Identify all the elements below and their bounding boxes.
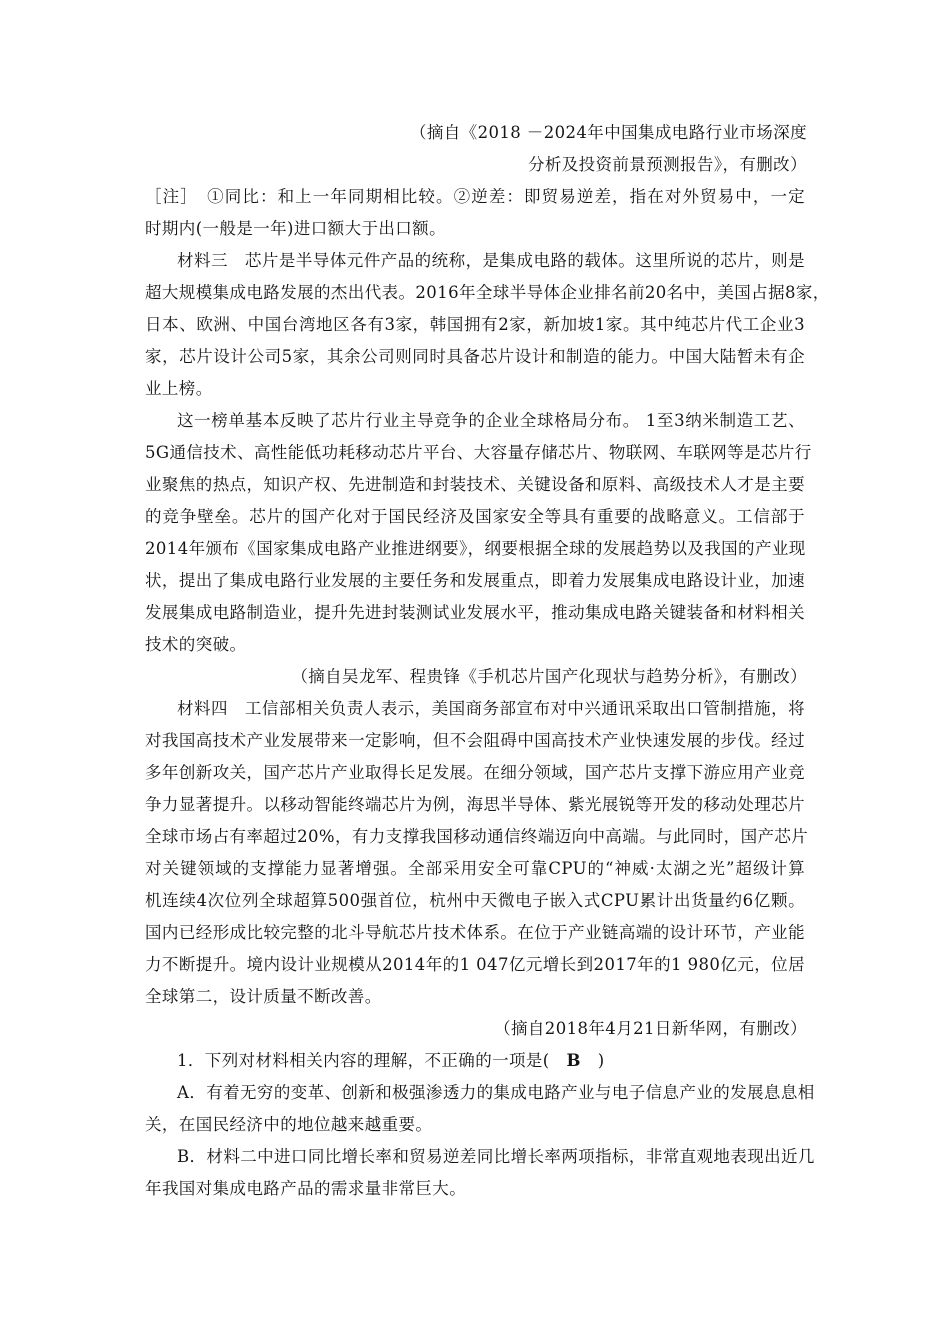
note-line-1: ［注］ ①同比：和上一年同期相比较。②逆差：即贸易逆差，指在对外贸易中，一定 — [145, 187, 805, 206]
question-1-paren-close: ) — [580, 1051, 605, 1070]
option-b-line-1: B．材料二中进口同比增长率和贸易逆差同比增长率两项指标，非常直观地表现出近几 — [177, 1147, 815, 1166]
material-3-paragraph-2-line: 这一榜单基本反映了芯片行业主导竞争的企业全球格局分布。 1至3纳米制造工艺、 — [177, 411, 805, 430]
material-3-paragraph-2-line: 的竞争壁垒。芯片的国产化对于国民经济及国家安全等具有重要的战略意义。工信部于 — [145, 507, 805, 526]
material-4-line: 材料四 工信部相关负责人表示，美国商务部宣布对中兴通讯采取出口管制措施，将 — [177, 699, 805, 718]
material-3-paragraph-2-line: 2014年颁布《国家集成电路产业推进纲要》，纲要根据全球的发展趋势以及我国的产业现 — [145, 539, 806, 558]
material-3-line: 日本、欧洲、中国台湾地区各有3家，韩国拥有2家，新加坡1家。其中纯芯片代工企业3 — [145, 315, 805, 334]
option-a-line-1: A．有着无穷的变革、创新和极强渗透力的集成电路产业与电子信息产业的发展息息相 — [177, 1083, 815, 1102]
material-3-paragraph-2-line: 状，提出了集成电路行业发展的主要任务和发展重点，即着力发展集成电路设计业，加速 — [145, 571, 805, 590]
material-4-line: 对关键领域的支撑能力显著增强。全部采用安全可靠CPU的“神威·太湖之光”超级计算 — [145, 859, 805, 878]
material-3-paragraph-2-line: 5G通信技术、高性能低功耗移动芯片平台、大容量存储芯片、物联网、车联网等是芯片行 — [145, 443, 812, 462]
material-3-paragraph-2-line: 技术的突破。 — [145, 635, 247, 654]
material-4-line: 多年创新攻关，国产芯片产业取得长足发展。在细分领域，国产芯片支撑下游应用产业竞 — [145, 763, 805, 782]
material-4-line: 力不断提升。境内设计业规模从2014年的1 047亿元增长到2017年的1 980亿元，位居 — [145, 955, 805, 974]
material-3-line: 家，芯片设计公司5家，其余公司则同时具备芯片设计和制造的能力。中国大陆暂未有企 — [145, 347, 805, 366]
source-citation-line-1: （摘自《2018 －2024年中国集成电路行业市场深度 — [409, 123, 807, 142]
question-1-stem — [177, 1051, 805, 1071]
material-4-line: 国内已经形成比较完整的北斗导航芯片技术体系。在位于产业链高端的设计环节，产业能 — [145, 923, 805, 942]
material-4-line: 全球市场占有率超过20%，有力支撑我国移动通信终端迈向中高端。与此同时，国产芯片 — [145, 827, 809, 846]
question-1-text: 1．下列对材料相关内容的理解，不正确的一项是( — [177, 1051, 567, 1070]
material-4-line: 对我国高技术产业发展带来一定影响，但不会阻碍中国高技术产业快速发展的步伐。经过 — [145, 731, 805, 750]
source-citation-line-2: 分析及投资前景预测报告》，有删改） — [527, 155, 807, 174]
source-citation-material-4: （摘自2018年4月21日新华网，有删改） — [494, 1019, 807, 1038]
note-line-2: 时期内(一般是一年)进口额大于出口额。 — [145, 219, 446, 238]
material-3-line: 超大规模集成电路发展的杰出代表。2016年全球半导体企业排名前20名中，美国占据8家， — [145, 283, 830, 302]
material-3-line: 材料三 芯片是半导体元件产品的统称，是集成电路的载体。这里所说的芯片，则是 — [177, 251, 805, 270]
material-4-line: 机连续4次位列全球超算500强首位，杭州中天微电子嵌入式CPU累计出货量约6亿颗。 — [145, 891, 805, 910]
material-4-line: 全球第二，设计质量不断改善。 — [145, 987, 382, 1006]
material-3-paragraph-2-line: 发展集成电路制造业，提升先进封装测试业发展水平，推动集成电路关键装备和材料相关 — [145, 603, 805, 622]
material-3-paragraph-2-line: 业聚焦的热点，知识产权、先进制造和封装技术、关键设备和原料、高级技术人才是主要 — [145, 475, 805, 494]
question-1-answer: B — [566, 1051, 581, 1070]
material-4-line: 争力显著提升。以移动智能终端芯片为例，海思半导体、紫光展锐等开发的移动处理芯片 — [145, 795, 805, 814]
option-b-line-2: 年我国对集成电路产品的需求量非常巨大。 — [145, 1179, 467, 1198]
material-3-line: 业上榜。 — [145, 379, 213, 398]
source-citation-material-3: （摘自吴龙军、程贵锋《手机芯片国产化现状与趋势分析》，有删改） — [291, 667, 807, 686]
option-a-line-2: 关，在国民经济中的地位越来越重要。 — [145, 1115, 433, 1134]
